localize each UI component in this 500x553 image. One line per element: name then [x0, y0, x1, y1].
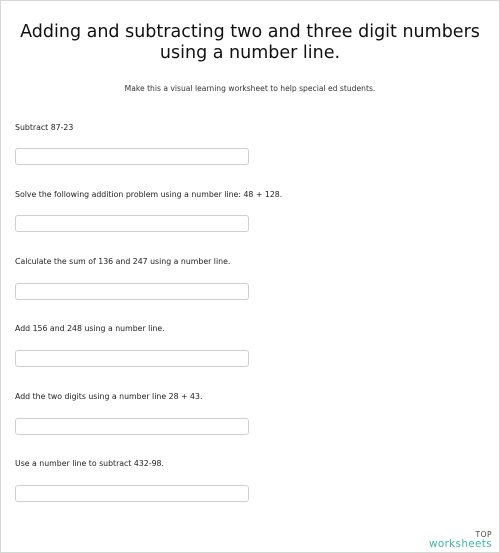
worksheet-title: Adding and subtracting two and three digit numbers using a number line. [20, 22, 480, 63]
logo-bottom-text: worksheets [428, 537, 492, 550]
question-6-text: Use a number line to subtract 432-98. [15, 459, 164, 468]
question-6-answer-input[interactable] [15, 485, 249, 502]
question-4-text: Add 156 and 248 using a number line. [15, 324, 165, 333]
question-3-text: Calculate the sum of 136 and 247 using a number line. [15, 257, 231, 266]
question-2-answer-input[interactable] [15, 215, 249, 232]
question-5-text: Add the two digits using a number line 28 + 43. [15, 392, 203, 401]
question-1-answer-input[interactable] [15, 148, 249, 165]
question-1-text: Subtract 87-23 [15, 123, 74, 132]
logo-top-text: TOP [475, 530, 492, 539]
question-4-answer-input[interactable] [15, 350, 249, 367]
question-3-answer-input[interactable] [15, 283, 249, 300]
topworksheets-logo[interactable] [429, 531, 492, 549]
worksheet-subtitle: Make this a visual learning worksheet to help special ed students. [124, 84, 376, 93]
question-5-answer-input[interactable] [15, 418, 249, 435]
question-2-text: Solve the following addition problem using a number line: 48 + 128. [15, 190, 283, 199]
